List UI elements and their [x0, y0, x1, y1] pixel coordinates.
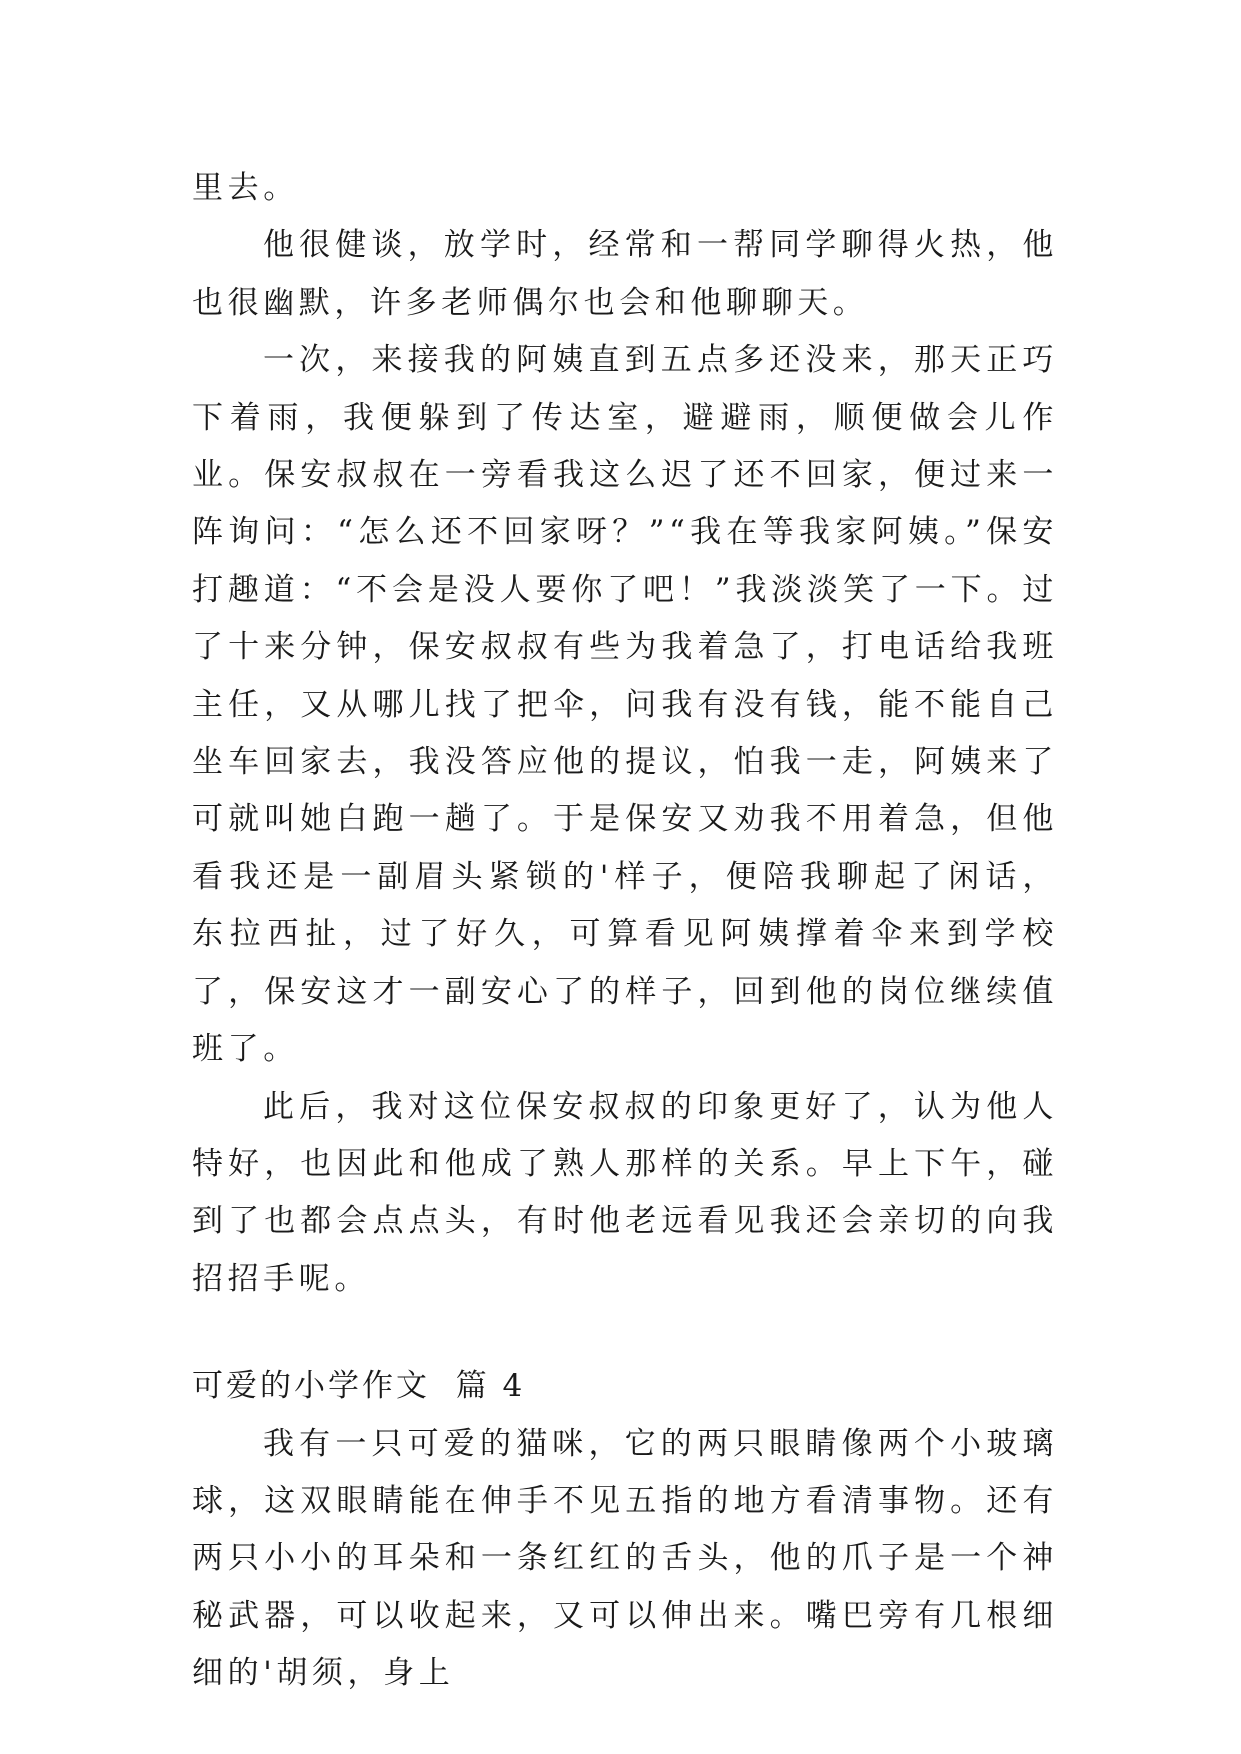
paragraph-afterwards: 此后，我对这位保安叔叔的印象更好了，认为他人特好，也因此和他成了熟人那样的关系。早上下午，碰到了也都会点点头，有时他老远看见我还会亲切的向我招招手呢。 [192, 1088, 1058, 1297]
document-body [192, 160, 1058, 1703]
paragraph-cat: 我有一只可爱的猫咪，它的两只眼睛像两个小玻璃球，这双眼睛能在伸手不见五指的地方看清事物。还有两只小小的耳朵和一条红红的舌头，他的爪子是一个神秘武器，可以收起来，又可以伸出来。嘴巴旁有几根细细的'胡须，身上 [192, 1425, 1058, 1692]
paragraph-rainy-day: 一次，来接我的阿姨直到五点多还没来，那天正巧下着雨，我便躲到了传达室，避避雨，顺便做会儿作业。保安叔叔在一旁看我这么迟了还不回家，便过来一阵询问：“怎么还不回家呀？”“我在等我家阿姨。”保安打趣道：“不会是没人要你了吧！”我淡淡笑了一下。过了十来分钟，保安叔叔有些为我着急了，打电话给我班主任，又从哪儿找了把伞，问我有没有钱，能不能自己坐车回家去，我没答应他的提议，怕我一走，阿姨来了可就叫她白跑一趟了。于是保安又劝我不用着急，但他看我还是一副眉头紧锁的'样子，便陪我聊起了闲话，东拉西扯，过了好久，可算看见阿姨撑着伞来到学校了，保安这才一副安心了的样子，回到他的岗位继续值班了。 [192, 342, 1058, 1068]
paragraph-continued: 里去。 [192, 170, 299, 206]
section-heading: 可爱的小学作文 篇 4 [192, 1368, 526, 1405]
paragraph-guard-talkative: 他很健谈，放学时，经常和一帮同学聊得火热，他也很幽默，许多老师偶尔也会和他聊聊天。 [192, 227, 1058, 321]
